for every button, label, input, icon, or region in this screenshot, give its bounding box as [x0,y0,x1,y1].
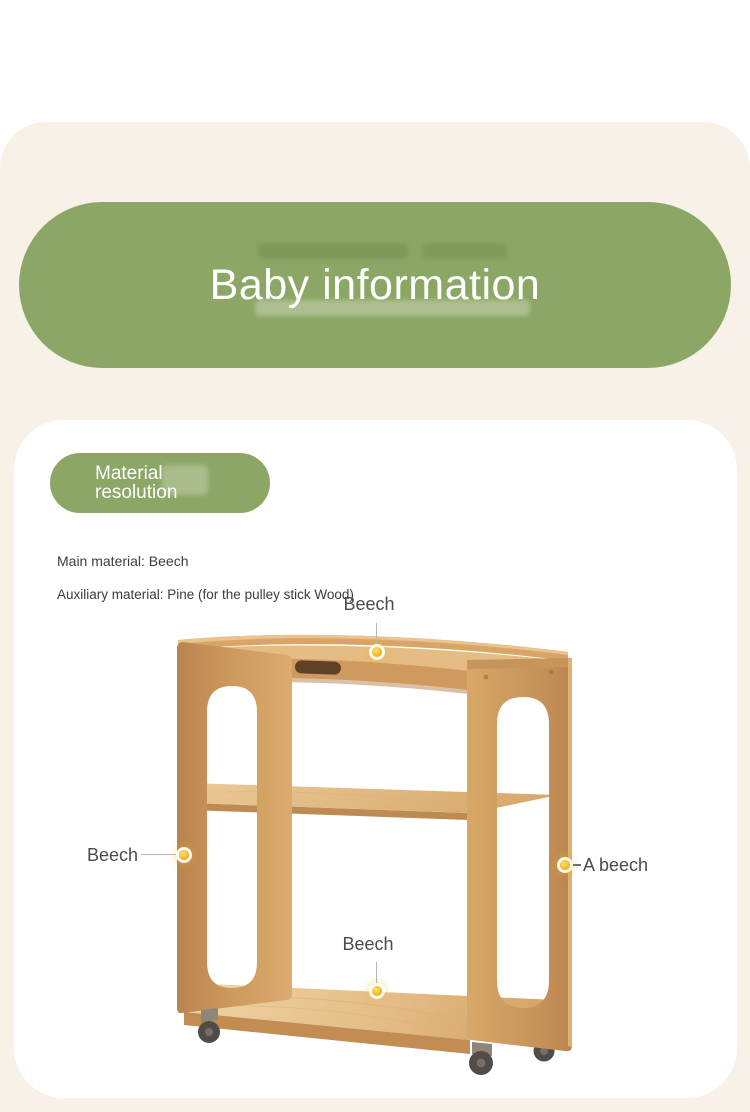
callout-line-left [141,854,180,855]
cart-caster-left [198,1008,220,1043]
callout-line-bottom [376,962,377,985]
dowel-pin [484,675,489,680]
dowel-pin [549,670,554,675]
cart-caster-front-right [469,1042,493,1075]
banner-title: Baby information [209,260,541,309]
cart-right-panel [467,658,572,1051]
main-material-text: Main material: Beech [57,553,189,569]
watermark-ghost [162,465,208,495]
callout-label-left: Beech [86,845,138,865]
callout-line-right [572,864,581,866]
cart-middle-shelf [188,783,558,820]
callout-dot-bottom [372,986,382,996]
callout-label-top: Beech [343,594,395,614]
callout-line-top [376,623,377,646]
tray-handle-slot [295,660,341,675]
watermark-ghost [422,243,507,259]
watermark-ghost [258,243,408,259]
auxiliary-material-text: Auxiliary material: Pine (for the pulley stick Wood) [57,587,354,602]
callout-dot-right [560,860,570,870]
callout-label-bottom: Beech [342,934,394,954]
callout-dot-top [372,647,382,657]
cart-left-panel [177,642,292,1013]
callout-label-right: A beech [583,855,649,875]
badge-line-1: Material [95,463,163,484]
callout-dot-left [179,850,189,860]
badge-line-2: resolution [95,482,178,503]
